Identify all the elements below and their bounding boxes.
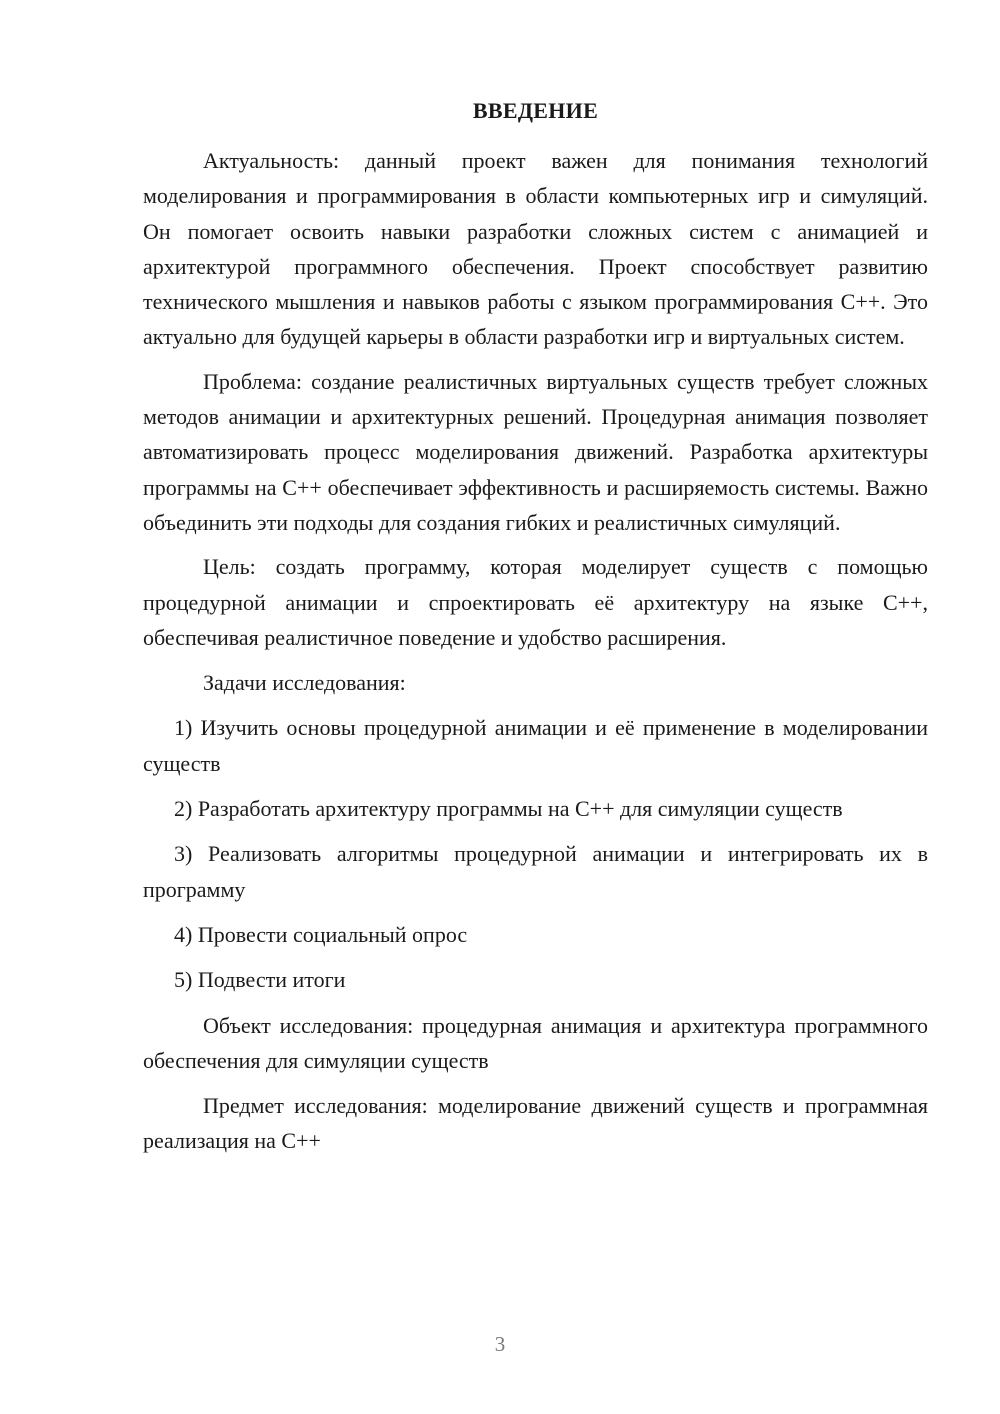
document-page bbox=[143, 96, 928, 1159]
page-title: ВВЕДЕНИЕ bbox=[472, 98, 599, 123]
relevance-paragraph: Актуальность: данный проект важен для понимания технологий моделирования и программирования в области компьютерных игр и симуляций. Он помогает освоить навыки разработки сложных систем с анимацией и архитектурой программного обеспечения. Проект способствует развитию технического мышления и навыков работы с языком программирования C++. Это актуально для будущей карьеры в области разработки игр и виртуальных систем. bbox=[143, 148, 928, 350]
page-number: 3 bbox=[494, 1332, 506, 1356]
problem-paragraph: Проблема: создание реалистичных виртуальных существ требует сложных методов анимации и архитектурных решений. Процедурная анимация позволяет автоматизировать процесс моделирования движений. Разработка архитектуры программы на C++ обеспечивает эффективность и расширяемость системы. Важно объединить эти подходы для создания гибких и реалистичных симуляций. bbox=[143, 368, 928, 535]
task-item-5: 5) Подвести итоги bbox=[174, 967, 346, 993]
research-subject-paragraph: Предмет исследования: моделирование движений существ и программная реализация на C++ bbox=[143, 1093, 928, 1154]
tasks-heading: Задачи исследования: bbox=[203, 670, 406, 696]
research-object-paragraph: Объект исследования: процедурная анимация и архитектура программного обеспечения для симуляции существ bbox=[143, 1012, 928, 1073]
task-item-1: 1) Изучить основы процедурной анимации и её применение в моделировании существ bbox=[143, 715, 928, 776]
task-item-3: 3) Реализовать алгоритмы процедурной анимации и интегрировать их в программу bbox=[143, 841, 928, 902]
goal-paragraph: Цель: создать программу, которая моделирует существ с помощью процедурной анимации и спроектировать её архитектуру на языке C++, обеспечивая реалистичное поведение и удобство расширения. bbox=[143, 554, 928, 650]
task-item-2: 2) Разработать архитектуру программы на C++ для симуляции существ bbox=[174, 796, 843, 822]
task-item-4: 4) Провести социальный опрос bbox=[174, 921, 468, 947]
